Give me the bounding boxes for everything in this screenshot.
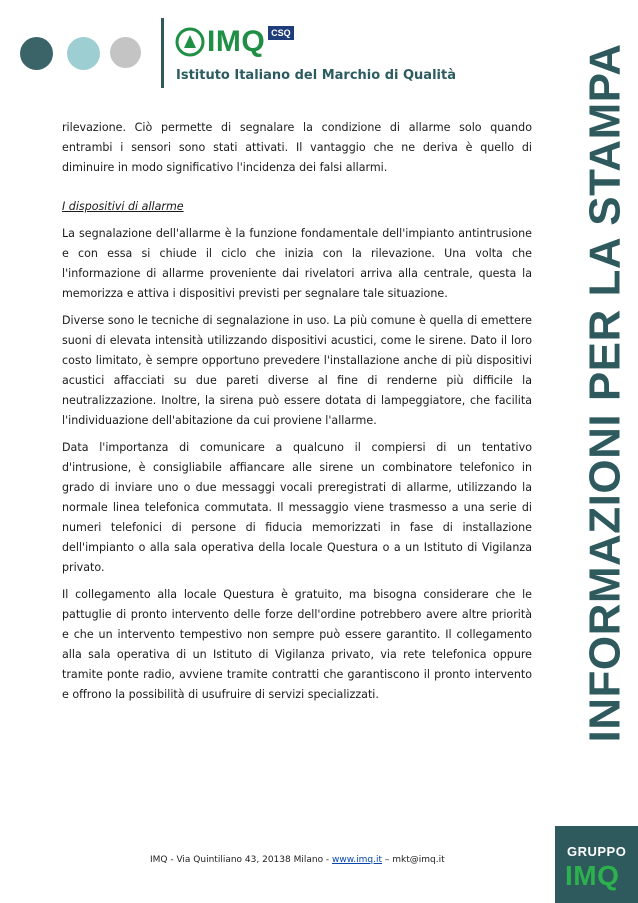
footer-email: – mkt@imq.it <box>382 855 445 865</box>
paragraph: La segnalazione dell'allarme è la funzione fondamentale dell'impianto antintrusione e con essa si chiude il ciclo che inizia con la rilevazione. Una volta che l'informazione di allarme proveniente dai rivelatori arriva alla centrale, questa la memorizza e attiva i dispositivi previsti per segnalare tale situazione. <box>62 227 532 300</box>
paragraph: Il collegamento alla locale Questura è gratuito, ma bisogna considerare che le pattuglie di pronto intervento delle forze dell'ordine potrebbero avere altre priorità e che un intervento tempestivo non sempre può essere garantito. Il collegamento alla sala operativa di un Istituto di Vigilanza privato, via rete telefonica oppure tramite ponte radio, avviene tramite contratti che garantiscono il pronto intervento e offrono la possibilità di usufruire di servizi specializzati. <box>62 588 532 701</box>
decorative-circle-grey <box>110 37 141 68</box>
imq-emblem-icon <box>175 27 205 57</box>
press-info-title: INFORMAZIONI PER LA STAMPA <box>581 43 631 743</box>
paragraph: Diverse sono le tecniche di segnalazione in uso. La più comune è quella di emettere suoni di elevata intensità utilizzando dispositivi acustici, come le sirene. Dato il loro costo limitato, è sempre opportuno prevedere l'installazione anche di più dispositivi acustici affacciati su due pareti diverse al fine di renderne più difficile la neutralizzazione. Inoltre, la sirena può essere dotata di lampeggiatore, che facilita l'individuazione dell'abitazione da cui proviene l'allarme. <box>62 314 532 427</box>
gruppo-label: GRUPPO <box>567 844 627 859</box>
imq-logo <box>175 26 294 58</box>
decorative-circle-light <box>67 37 100 70</box>
decorative-circle-dark <box>20 37 53 70</box>
footer-address: IMQ - Via Quintiliano 43, 20138 Milano - <box>150 855 333 865</box>
gruppo-logo: IMQ <box>565 860 620 891</box>
logo-wordmark: IMQ <box>207 25 266 58</box>
footer <box>150 855 445 865</box>
csq-badge: CSQ <box>268 26 294 40</box>
article-body <box>62 118 532 712</box>
section-heading: I dispositivi di allarme <box>62 200 184 213</box>
sidebar-band <box>574 43 638 743</box>
institute-subtitle: Istituto Italiano del Marchio di Qualità <box>176 68 456 83</box>
gruppo-imq-badge <box>555 826 638 903</box>
paragraph: Data l'importanza di comunicare a qualcuno il compiersi di un tentativo d'intrusione, è consigliabile affiancare alle sirene un combinatore telefonico in grado di inviare uno o due messaggi vocali preregistrati di allarme, utilizzando la normale linea telefonica commutata. Il messaggio viene trasmesso a una serie di numeri telefonici di persone di fiducia memorizzati in fase di installazione dell'impianto o alla sala operativa della locale Questura o a un Istituto di Vigilanza privato. <box>62 441 532 574</box>
website-link[interactable]: www.imq.it <box>332 855 383 865</box>
header-divider <box>161 18 164 88</box>
paragraph: rilevazione. Ciò permette di segnalare la condizione di allarme solo quando entrambi i sensori sono stati attivati. Il vantaggio che ne deriva è quello di diminuire in modo significativo l'incidenza dei falsi allarmi. <box>62 121 532 174</box>
